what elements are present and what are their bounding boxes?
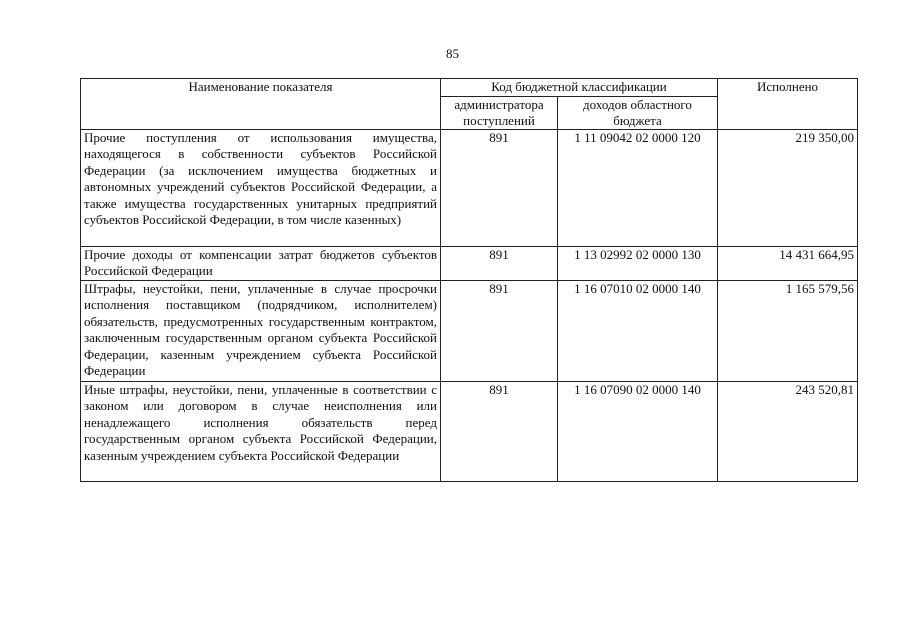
row-admin-code: 891 xyxy=(441,246,558,280)
row-revenue-code: 1 16 07010 02 0000 140 xyxy=(558,280,718,381)
row-revenue-code: 1 16 07090 02 0000 140 xyxy=(558,381,718,481)
header-budget-code: Код бюджетной классификации xyxy=(441,79,718,97)
revenue-table xyxy=(80,78,858,482)
row-admin-code: 891 xyxy=(441,280,558,381)
row-admin-code: 891 xyxy=(441,381,558,481)
row-name: Прочие поступления от использования имущества, находящегося в собственности субъектов Российской Федерации (за исключением имущества бюджетных и автономных учреждений субъектов Российской Федерации, а также имущества государственных унитарных предприятий субъектов Российской Федерации, в том числе казенных) xyxy=(81,129,441,246)
row-revenue-code: 1 11 09042 02 0000 120 xyxy=(558,129,718,246)
row-name: Иные штрафы, неустойки, пени, уплаченные в соответствии с законом или договором в случае неисполнения или ненадлежащего исполнения обязательств перед государственным органом субъекта Российской Федерации, казенным учреждением субъекта Российской Федерации xyxy=(81,381,441,481)
row-admin-code: 891 xyxy=(441,129,558,246)
table-row xyxy=(81,280,858,381)
table-row xyxy=(81,246,858,280)
row-amount: 1 165 579,56 xyxy=(718,280,858,381)
header-executed: Исполнено xyxy=(718,79,858,130)
header-revenue: доходов областного бюджета xyxy=(558,96,718,129)
row-name: Прочие доходы от компенсации затрат бюджетов субъектов Российской Федерации xyxy=(81,246,441,280)
header-admin: администратора поступлений xyxy=(441,96,558,129)
row-amount: 14 431 664,95 xyxy=(718,246,858,280)
header-indicator-name: Наименование показателя xyxy=(81,79,441,130)
page-number: 85 xyxy=(446,46,459,61)
row-revenue-code: 1 13 02992 02 0000 130 xyxy=(558,246,718,280)
row-name: Штрафы, неустойки, пени, уплаченные в случае просрочки исполнения поставщиком (подрядчиком, исполнителем) обязательств, предусмотренных государственным контрактом, заключенным государственным органом субъекта Российской Федерации, казенным учреждением субъекта Российской Федерации xyxy=(81,280,441,381)
table-row xyxy=(81,381,858,481)
row-amount: 243 520,81 xyxy=(718,381,858,481)
table-row xyxy=(81,129,858,246)
header-row xyxy=(81,79,858,97)
row-amount: 219 350,00 xyxy=(718,129,858,246)
